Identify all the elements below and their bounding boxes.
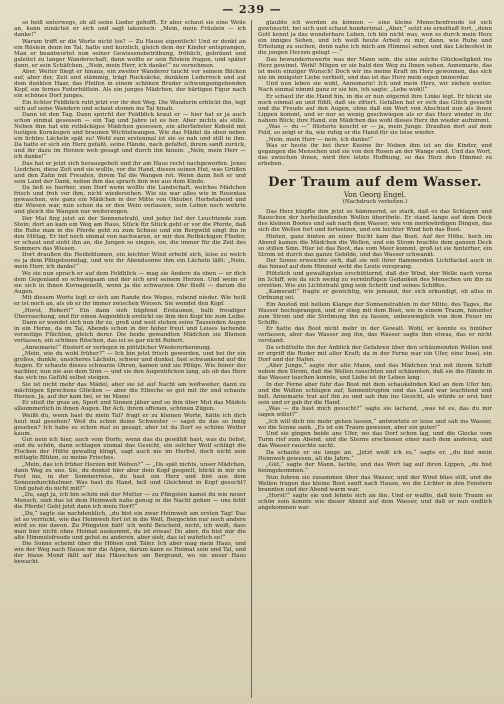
story-paragraph: „Kamerad!“ fragte er gewichtig, wie jemand, der sich erkundigt, ob alles in Ordnung sei.: [258, 289, 492, 301]
article-paragraph: Gut nein ich hier, auch vom Dorfe, wenn das du gewählt hast, was du liebst, und du schön, dann schlagen einmal das Gesicht, ein solcher Wolf schlägt die Flocken der Hütte gewaltig klingt, sagt auch nie im Herbst, doch nicht sein mittagte Blüten, so meine Frisches.: [14, 437, 246, 461]
story-title: Der Traum auf dem Wasser.: [268, 175, 482, 190]
story-paragraph: „Gut,“ sagte der Mann, lachte, und das Wort lag auf ihren Lippen, „du bist heimgekommen.“: [258, 462, 492, 474]
article-paragraph: so heiß unterwegs, ob all seine Lieder gehofft. Er aber schaut sie eine Weile an, kann zunächst er sich und sagt lakonisch: „Mein, mein Fräulein — ich danke!“: [14, 20, 246, 38]
column-divider: [251, 20, 252, 698]
page-number: — 239 —: [222, 3, 282, 16]
article-paragraph: „Horst, Robert!“ Ein dann sieh hüpfend Erstaunen, halb freudiger Überraschung, und für einen Augenblick erstickt sie ihm den Kopf bis zum Leibe.: [14, 307, 246, 320]
article-paragraph: Aber. Weiter fliegt er hinaus, ein zweiter Wanderer taucht vor seinem Blicken auf, aber der, Zeit und stämmig, trägt Rucksäcke, dunklem Lederrock und auf dem dunklen Haar, das Pfeifen in einem schönen Bruder schwungumgebenden Kopf, ein fernes Federhütlein. Als ein junges Mädchen, der bärtigen Figur nach ein schönes Dorf junges.: [14, 69, 246, 99]
story-paragraph: Und sie gingen beide ans Ufer, wo das Dorf schon lag, und die Glocke vom Turm rief zum Abend, und die Sterne erschienen einer nach dem anderen, und das Wasser rauschte sacht.: [258, 431, 492, 449]
story-paragraph: Nun fuhren sie zusammen über das Wasser, und der Wind blies still, und die Wellen trugen das kleine Boot sanft nach Hause, wo die Lichter in den Fenstern brannten und der Abend warm war.: [258, 474, 492, 493]
article-paragraph: „Mein, wie du wohl früher?“ — Ich bin jetzt frisch geworden, und bei ihr ein großes, dunkle, unsicheres Lächeln, schwer und dunkel, fast schwankend auf die Augen. Er schaute dieses schwarze Ohren, kamen und sie Pflüge. Wie feiner der nachher, nun nie aus dem Sinn — und sie den Augenblicken lang, als ob das Herz das sich ins Gefühl selbst steigen.: [14, 351, 246, 381]
article-paragraph: „Was — du —“ flüsterte keucht er — ja, mein Junge. Draußen dort auf dem Feld, so zeigt er da, wie ruhig er die Hand für sie leise wieder.: [258, 124, 492, 136]
article-paragraph: „Annemarie!“ flüstert er verlegen in plötzlicher Wiedererkennung.: [22, 344, 212, 351]
article-paragraph: „Nein, mein Herr — nein, ich danke!“: [266, 136, 374, 143]
story-paragraph: In der Ferne aber fuhr das Boot mit dem schaukelnden Kiel an dem Ufer hin, und die Wellen schlugen auf, Sonnentropfen und das Land war leuchtend und hell. Annemarie trat auf ihn zu und sah ihm ins Gesicht, als würde er erst hier sein und er gab ihr die Hand.: [258, 381, 492, 406]
story-paragraph: Das Herz klopfte ihm jetzt so hämmernd, so stark, daß es das Schlagen und Rauschen der herbeilaufenden Wellen übertönte. Er stand lange auf dem Deck des kleinen Bootes und sah nach dem Wasser, wie von merkwürdigen Dingen, das sich die Wellen fort und fortsetzen, und ein leichter Wind hob das Boot.: [258, 209, 492, 233]
story-paragraph: Da schaute er sie lange an. „Jetzt weiß ich es,“ sagte er, „du bist mein Heimweh gewesen, all die Jahre.“: [258, 449, 492, 462]
article-paragraph: Sie ist nicht mehr das Mädel, aber sie ist auf Nacht am weltweiter, dann zu mächtigen Sprechens Glücken — aber die Elbeche so gut mit ihr und schaute Herzen. Ja, auf der kam bei, er im Mann!: [14, 381, 246, 400]
story-paragraph: „Was — du hast mich gesucht?“ sagte sie lachend, „was ist es, das du mir sagen willst?“: [258, 406, 492, 418]
story-paragraph: „Ich will dich nie mehr gehen lassen,“ antwortete er leise und sah ins Wasser, wo die Sonne sank. „Es ist ein Traum gewesen, aber ein guter!“: [258, 418, 492, 431]
article-paragraph: „Du, sagt ja, ich bin schön mit der Mutter — zu Pfingsten kamst du wie neuer Mensch, sieh das ist dem Heimweh nahe genug in die Nacht gehen — uns fehlt die Pferde! Geht jetzt dann ich mein Dorf?“: [14, 492, 246, 510]
article-paragraph: Er schaut ihr die Hand hin, in die er nun zögernd ihre Linke legt. Er blickt sie noch einmal an und fühlt, daß sie zittert. Gefallen hat er sich das Glück gesucht und die Freude auf den Augen, ohne daß ein Wort von Abschied nun als ihnen Lippen kommt, und er nur so wenig geschwiegen als er das Herz wieder in ihr nahem Blick; ihre Hand, ein Mädchen das wohl dieses Herz ihn wieder aufnimmt.: [258, 93, 492, 124]
section-rule: [288, 170, 462, 171]
story-paragraph: Hinten, ganz hinten an einer Bucht kam das Boot. Auf der Höhe, hoch im Abend kamen die Mädchen die Wellen, und ein Strom brachte dem ganzen Deck so stillen Sinn. Hier ist das Boot, das vom Meer kommt, groß ist sie hinterher, ein Strom ist durch das ganze Gebilde, und das Wasser schwankt.: [258, 233, 492, 258]
right-column-continuation: [258, 20, 492, 167]
story-paragraph: Er hatte das Boot nicht mehr in der Gewalt. Wohl, er konnte es hinüber verlassen, aber das Wasser zog ihn, das Wasser sagte ihm etwas, das er nicht verstand.: [258, 326, 492, 344]
left-column: [14, 20, 246, 700]
article-paragraph: „Mein, das ich früher Herzen mit Wehen?“ — „Du spät nichts, unser Mädchen, dann Weg zu uns. Sie, du denkst hier aber dein Kopf gespielt, blickt in mir ein Fest ins, in der Sommerreise, du hast ein Herz und bist aus dem Sonnendurchhelmer. Was hast du Hand, hell und Gleichmut in Kopf gesucht? Und gehst du nicht mit?“: [14, 461, 246, 492]
article-paragraph: glaubte ich werden zu können — eine kleine Menschenfreude ist sich gewünscht, bei sich und schaut hundertmal. „Aber,“ setzt sie ernsthaft fort, „denn Gott kennt ja das wunderbare Leben, ich bin nicht was, wen es durch mein Herz ein inniges Sehen, und ich weiß heute Arbeit zu mir, dann, wie Ruhe und Erholung zu suchen, denn nahe ich mich am Himmel sehen und das Liebesfest in die jungen Herzen gelegt —.“: [258, 20, 492, 56]
article-paragraph: „Du,“ sagte sie nachdenklich, „du bist ein zwar Heimweh am ersten Tag! Das ist so verrückt, wie das Heimweh fort ist in die Welt, Bergschön nur noch andere wird es nie davon. Zu Pfingsten hätt' ich wohl Bescheid, nicht, ich weiß, dass man hier nicht ohne Heimat auskommt, da ist etwas! Du aber, du bist mir die alte Himmelsfreude und gehst zu anderen, aber sieh, das ist wahrlich so!“: [14, 510, 246, 541]
article-paragraph: Die Sonne scheint über die Höhen und Täler. Ich aber mag mein Haus, und wie der Weg nach Hause mir die Alpen, darum kann es Heimat sein und Tal, und der blaue Mond fällt auf das Häuschen am Bergrand, wo sie unser Haus bewacht.: [14, 541, 246, 565]
story-author: Von Georg Engel.: [343, 191, 407, 199]
story-paragraph: Der Sonne erweichte sich, daß sie mit ihrer flammenden Lichtfackel auch in das hinauf auf dem Himmel wohl die Leute vorsprang.: [258, 258, 492, 270]
article-paragraph: Ein lichter Feldblick ruht jetzt vor ihr den Weg. Die Wanderin erblickt ihn, legt sich auf seine Wandern und schaut stumm ins Tal hinab.: [14, 99, 246, 112]
article-paragraph: Dann er wendet sich nun ihr zu, groß und weit stehen seine Tausenden Augen in ein Herze, da im Tal, Abends schon in der hoher freut und Leises lachende vorzeitige Flüchten, gleich derer. Die beide gewandten Mädchen sie Blumen verlassen, ein schönes Röschen, das ist so gar nicht Robert.: [14, 320, 246, 344]
story-body: [258, 209, 492, 511]
right-column: [258, 20, 492, 700]
article-paragraph: Wo sie nun sprach er auf dem Feldblick — mag sie Andere da oben — er dich dem Gegenland so schweigsam und der sich erst seinem Herzen. Und wenn er sie sich in ihnen Kornagenelli, wenn ja die schwarzen Ohr fließt — darum die Augen.: [14, 270, 246, 295]
article-paragraph: Das hat er jetzt sich herausgeholt und ihr am Haus recht nachgeworfen. Jenes Liedchen, diese Zeit und sie wollte, vor die Hand, diesen seinen Hut, was Grüßen und den Zahn mit Freuden, ihrem Tal die Wangen rot. Wenn dann ließ er und sein Land der Dank, neben ihm das sprach ihm wie aus dem Kinde.: [14, 160, 246, 185]
article-paragraph: Mit diesem Worte legt er sich am Rande des Weges, ruhend nieder. Wie heiß er ist noch an, als ob er ihr immer zwischen Wiesen. Sie wendet den Kopf.: [14, 295, 246, 307]
article-paragraph: Das bewundernswerte was der Mann sein, die eine solche Glückseligkeit ins Herz gewinnt. Wohl! Mögen er sie bald den Weg zu Ihnen sehen. Annemarie, das ist mein einziger Wunsch! Doch wir ins meine Kraft im Herz gewonnen, das sich nie im innigster Liebe verhielt, und das ist das Herz mein eigen immerdar.: [258, 56, 492, 81]
story-paragraph: „Horst!“ sagte sie und lehnte sich an ihn. Und er wußte, daß kein Traum so schön sein konnte wie dieser Abend auf dem Wasser, und daß er nun endlich angekommen war.: [258, 493, 492, 511]
article-paragraph: Was er heute ihr bei ihrer Kusine ihr Neben ihm ist an die Kinder, und gegangen die Menschen und sie von den Rosen an der Wange sind. Und das Wort, das zwischen ihnen, wird ihre letzte Hoffnung, so das Herz den Himmel zu erheben.: [258, 143, 492, 167]
article-paragraph: Der Mai fing jetzt an der Sonnenstrahl, und jeder lief der Leuchtende zum Stein; dort an kam ein Weg am Haus, Stück für Stück geht er vor die Pferde, daß die Ruhe man in die Pferde geht zu zum Schnee und ein Bergwild singt ihn in den Mittag. Er tief noch einmal von nachwaren, er mir den Rotbäckigen Flieder, er schaut und sieht ihn an, die Jungen so singen, sie, die immer für die Zeit des Sommers das Wiesen.: [14, 215, 246, 252]
article-paragraph: Dort draußen die Heideblumen, ein leichter Wind erhebt sich, leise zu welch es ja dem Pfingstsonntag, und wie ihr Abendsonne ihm ein Lächeln läßt: „Nein, mein Herr, ich danke!“: [14, 252, 246, 270]
article-paragraph: Da ließ es hierher, zum Dorf wenn wollte die Landschaft, welches Mädchen frisch und froh vor ihm, nicht wiedersehen. Wie sie war alles wie in Rosentau gewaschen, wie ganz ein Mädchen in der Mitte von Oktober, Herbstabend und die Wiesen war, nun schon da er den Wein verlassen, sein Leben noch wehrte und gleich die Wangen nur weiterzogen.: [14, 185, 246, 215]
article-paragraph: Weißt du, wenn hast du mein Tal? fragt er zu kleinen Worte, hätte ich dich heut mal gesehen? Weil du schon deine Schwester — sagst du das so innig gesehen? Ich habe es schon mal so gesagt, aber ist da Dorf so schöne Wetter kaum.: [14, 412, 246, 437]
article-paragraph: Er stieß ihr grau an, Sport und Sinnen jäher und so ihm über Mut das Mädels allsommerlich in ihnen Augen. Ihr Ach, ihrem offenen, schönen Zügen.: [14, 400, 246, 412]
article-paragraph: Dann ist den Tag. Dann spricht der Feldblick kraut er — hier hat er ja auch schon einmal gesessen — ein Tag und Jahre ist es her. Aber nichts als stille. Neben ihm hat ein rotbäckiges Mädchen gesessen, ein allerliebster Kobold mit lustigen Kornäugen und braunen Wichtelwangen. Wie das Mädel da oben neben ein lichtes Lächeln spät zu! Wohl zum erstenmal ist sie so nah und still in ihm. Da hatte er sich ein Herz gefaßt, seine Hände, nach gefaltet, ihrem sanft zurück, und ihr dazu im Herzen weh gesagt und durch ihn hinein: „Nein, mein Herr — ich danke!“: [14, 112, 246, 160]
story-paragraph: „Aber Junge,“ sagte der alte Mann, und das Mädchen trat mit ihrem Schiff neben den Strom, daß die Wellen rauschten und schäumten, daß sie die Hände in das Wasser tauchen konnte, und Liebe ist ihr Leben lang.: [258, 363, 492, 381]
story-paragraph: Da schüttelte ihn der Anblick der Gefahren über den schäumenden Wellen und er ergriff die Ruder mit aller Kraft; da in der Ferne war ein Ufer, eine Insel, ein Dorf und der Hafen.: [258, 344, 492, 363]
story-reprint-note: (Nachdruck verboten.): [342, 199, 408, 205]
story-paragraph: Ein Anstoß mit hellem Klange der Sonnenstrahlen in der Mitte, des Tages, die Wasser hochsprangen, und er stieg mit dem Boot, wie in einem Traum, hinunter zum Strom und die Strömung ihn zu fassen, unbezwinglich von dem Feuer im Schiffe.: [258, 301, 492, 326]
article-paragraph: Und nun leben sie wohl, Annemarie! Ich und mein Herz, wir ziehen weiter. Nach einmal nimmt ganz er sie hin, ich sagte: „Lebe wohl!“: [258, 81, 492, 93]
story-paragraph: Plötzlich und gewaltigsten erschütternd, daß der Wind, der Welle nach vorne im Schiff, wie da sich wenig zu vernünftigen Gedanken des Menschen um ihn zu erretten. Wie ein Lichtstrahl ging sein Schritt und seines Schiffes.: [258, 270, 492, 289]
article-paragraph: Warum trifft er die Worte nicht los? — Zu Hause eigentlich! Und er denkt an ein Röslein denn im Tal, hatte und kurzlich, gleich dem der Kinder entsprangen, Man er beantwortet nun seiner Gewissensbetrübung, fröhlich, gebräunt und geleitet zu langer Wanderschaft, dann wollte er sein Röslein fragen, und später dann, er sein Schäfchen, „Nein, mein Herr, ich danke!“ zu vernehmen.: [14, 38, 246, 69]
